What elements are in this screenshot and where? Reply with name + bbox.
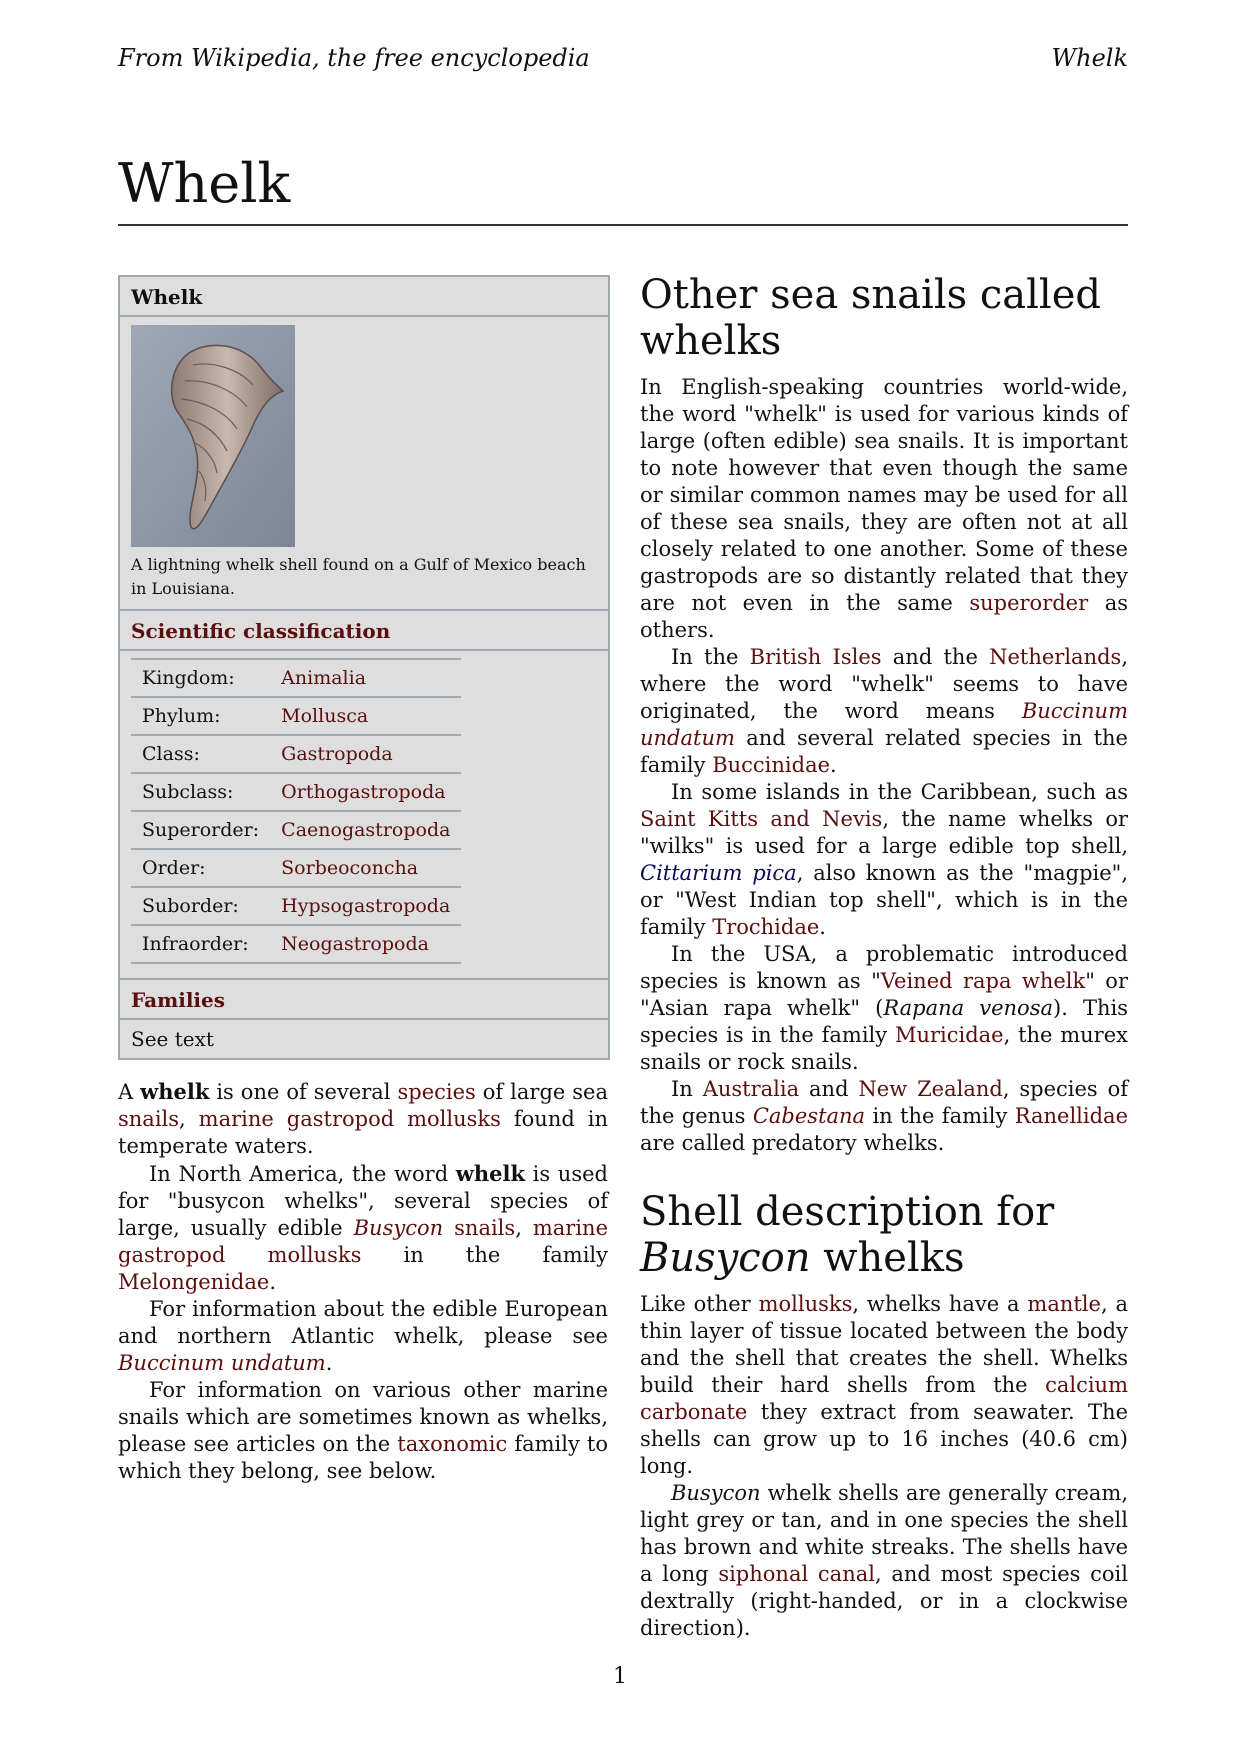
- section-paragraph: In Australia and New Zealand, species of the genus Cabestana in the family Ranellidae are called predatory whelks.: [640, 1077, 1129, 1155]
- taxonomy-rank: Class:: [142, 743, 200, 765]
- right-column: [640, 272, 1128, 1642]
- taxonomy-link-kingdom[interactable]: Animalia: [281, 667, 367, 689]
- taxonomy-link-suborder[interactable]: Hypsogastropoda: [281, 895, 451, 917]
- section-paragraph: Like other mollusks, whelks have a mantle, a thin layer of tissue located between the body and the shell that creates the shell. Whelks build their hard shells from the calcium carbonate they extract from seawater. The shells can grow up to 16 inches (40.6 cm) long.: [640, 1292, 1128, 1478]
- infobox-image[interactable]: [120, 317, 608, 547]
- taxonomy-link-subclass[interactable]: Orthogastropoda: [281, 781, 446, 803]
- taxonomy-row: [131, 849, 461, 887]
- link-netherlands[interactable]: Netherlands: [989, 645, 1122, 669]
- link-buccinum-undatum[interactable]: Buccinum undatum: [640, 699, 1128, 750]
- taxonomy-rank: Suborder:: [142, 895, 239, 917]
- taxonomy-link-phylum[interactable]: Mollusca: [281, 705, 369, 727]
- link-buccinidae[interactable]: Buccinidae: [712, 753, 831, 777]
- link-buccinum-undatum[interactable]: Buccinum undatum: [118, 1351, 326, 1375]
- link-mollusks[interactable]: mollusks: [758, 1292, 853, 1316]
- infobox: [118, 275, 610, 1060]
- taxonomy-rank: Kingdom:: [142, 667, 235, 689]
- link-trochidae[interactable]: Trochidae: [712, 915, 820, 939]
- page-number: 1: [613, 1664, 627, 1689]
- section-heading-shell-description: Shell description for Busycon whelks: [640, 1189, 1055, 1281]
- left-column: [118, 275, 608, 1485]
- taxonomy-link-superorder[interactable]: Caenogastropoda: [281, 819, 451, 841]
- infobox-heading: Whelk: [120, 277, 608, 317]
- section-paragraph: In some islands in the Caribbean, such as Saint Kitts and Nevis, the name whelks or "wilks" is used for a large edible top shell, Cittarium pica, also known as the "magpie", or "West Indian top shell", which is in the family Trochidae.: [640, 780, 1129, 939]
- link-australia[interactable]: Australia: [702, 1077, 800, 1101]
- section-paragraph: In the British Isles and the Netherlands, where the word "whelk" seems to have originated, the word means Buccinum undatum and several related species in the family Buccinidae.: [640, 645, 1129, 777]
- link-snails[interactable]: snails: [118, 1107, 180, 1131]
- title-rule: [118, 224, 1128, 226]
- taxonomy-table: [131, 658, 461, 964]
- taxonomy-rank: Infraorder:: [142, 933, 249, 955]
- link-new-zealand[interactable]: New Zealand: [858, 1077, 1003, 1101]
- taxonomy-rank: Order:: [142, 857, 206, 879]
- taxonomy-row: [131, 925, 461, 963]
- link-saint-kitts-and-nevis[interactable]: Saint Kitts and Nevis: [640, 807, 883, 831]
- link-cabestana[interactable]: Cabestana: [752, 1104, 866, 1128]
- link-marine-gastropod-mollusks[interactable]: marine gastropod mollusks: [198, 1107, 501, 1131]
- whelk-shell-photo-icon: [131, 325, 295, 547]
- italic-term: Rapana venosa: [883, 996, 1053, 1020]
- intro-paragraph: In North America, the word whelk is used for "busycon whelks", several species of large, usually edible Busycon snails, marine gastropod mollusks in the family Melongenidae.: [118, 1161, 608, 1294]
- taxonomy-rank: Subclass:: [142, 781, 234, 803]
- link-superorder[interactable]: superorder: [969, 591, 1089, 615]
- link-muricidae[interactable]: Muricidae: [894, 1023, 1004, 1047]
- link-ranellidae[interactable]: Ranellidae: [1014, 1104, 1128, 1128]
- link-marine-gastropod-mollusks[interactable]: marine gastropod mollusks: [118, 1216, 608, 1267]
- page-title: Whelk: [118, 152, 291, 215]
- link-mantle[interactable]: mantle: [1027, 1292, 1101, 1316]
- link-busycon[interactable]: Busycon snails: [353, 1216, 516, 1240]
- link-melongenidae[interactable]: Melongenidae: [118, 1270, 270, 1294]
- running-header-source: From Wikipedia, the free encyclopedia: [118, 44, 590, 72]
- intro-text: [118, 1078, 608, 1485]
- taxonomy-row: [131, 659, 461, 697]
- link-taxonomic[interactable]: taxonomic: [397, 1432, 508, 1456]
- link-calcium-carbonate[interactable]: calcium carbonate: [640, 1373, 1128, 1424]
- intro-paragraph: A whelk is one of several species of large sea snails, marine gastropod mollusks found in temperate waters.: [118, 1079, 609, 1158]
- bold-term: whelk: [455, 1161, 526, 1186]
- section-heading-other-sea-snails: Other sea snails called whelks: [640, 272, 1101, 364]
- families-value: See text: [131, 1027, 214, 1051]
- taxonomy-link-class[interactable]: Gastropoda: [281, 743, 393, 765]
- bold-term: whelk: [140, 1079, 210, 1104]
- link-siphonal-canal[interactable]: siphonal canal: [718, 1562, 875, 1586]
- link-species[interactable]: species: [397, 1080, 476, 1104]
- intro-paragraph: For information about the edible European and northern Atlantic whelk, please see Buccinum undatum.: [118, 1297, 608, 1375]
- intro-paragraph: For information on various other marine snails which are sometimes known as whelks, please see articles on the taxonomic family to which they belong, see below.: [118, 1378, 609, 1483]
- taxonomy-row: [131, 697, 461, 735]
- taxonomy-row: [131, 887, 461, 925]
- taxonomy-row: [131, 811, 461, 849]
- section-paragraph: In the USA, a problematic introduced species is known as "Veined rapa whelk" or "Asian rapa whelk" (Rapana venosa). This species is in the family Muricidae, the murex snails or rock snails.: [640, 942, 1128, 1074]
- taxonomy-rank: Superorder:: [142, 819, 260, 841]
- families-heading[interactable]: Families: [120, 978, 608, 1020]
- taxonomy-rank: Phylum:: [142, 705, 221, 727]
- italic-term: Busycon: [671, 1481, 761, 1505]
- classification-heading[interactable]: Scientific classification: [120, 611, 608, 651]
- taxonomy-row: [131, 735, 461, 773]
- taxonomy-link-infraorder[interactable]: Neogastropoda: [281, 933, 429, 955]
- section-paragraph: Busycon whelk shells are generally cream, light grey or tan, and in one species the shell has brown and white streaks. The shells have a long siphonal canal, and most species coil dextrally (right-handed, or in a clockwise direction).: [640, 1481, 1128, 1640]
- link-british-isles[interactable]: British Isles: [749, 645, 882, 669]
- taxonomy-link-order[interactable]: Sorbeoconcha: [281, 857, 419, 879]
- link-cittarium-pica[interactable]: Cittarium pica: [640, 861, 797, 885]
- infobox-caption: A lightning whelk shell found on a Gulf of Mexico beach in Louisiana.: [120, 547, 608, 611]
- section-paragraph: In English-speaking countries world-wide, the word "whelk" is used for various kinds of large (often edible) sea snails. It is important to note however that even though the same or similar common names may be used for all of these sea snails, they are often not at all closely related to one another. Some of these gastropods are so distantly related that they are not even in the same superorder as others.: [640, 375, 1128, 642]
- taxonomy-row: [131, 773, 461, 811]
- running-header-article: Whelk: [1051, 44, 1128, 72]
- link-veined-rapa-whelk[interactable]: Veined rapa whelk: [880, 969, 1086, 993]
